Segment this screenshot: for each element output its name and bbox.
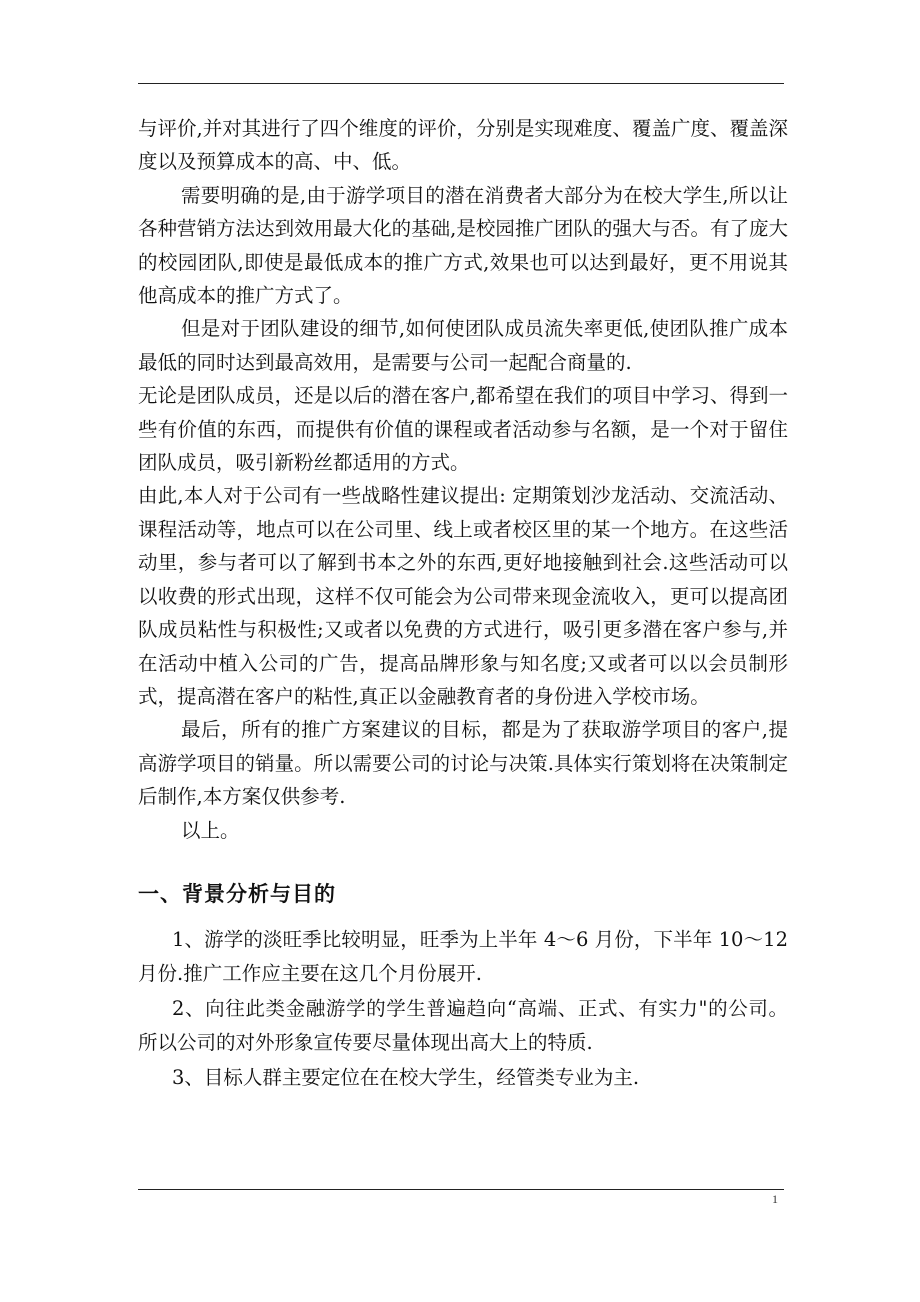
body-paragraph-1: 与评价,并对其进行了四个维度的评价，分别是实现难度、覆盖广度、覆盖深度以及预算成本的高、中、低。 [138,117,788,174]
body-paragraph-5: 由此,本人对于公司有一些战略性建议提出: 定期策划沙龙活动、交流活动、课程活动等，地点可以在公司里、线上或者校区里的某一个地方。在这些活动里，参与者可以了解到书本之外的东西,更好地接触到社会.这些活动可以以收费的形式出现，这样不仅可能会为公司带来现金流收入，更可以提高团队成员粘性与积极性;又或者以免费的方式进行，吸引更多潜在客户参与,并在活动中植入公司的广告，提高品牌形象与知名度;又或者可以以会员制形式，提高潜在客户的粘性,真正以金融教育者的身份进入学校市场。 [138,484,788,708]
body-paragraph-6: 最后，所有的推广方案建议的目标，都是为了获取游学项目的客户,提高游学项目的销量。所以需要公司的讨论与决策.具体实行策划将在决策制定后制作,本方案仅供参考. [138,718,788,809]
body-paragraph-7: 以上。 [181,818,240,842]
body-paragraph-4: 无论是团队成员，还是以后的潜在客户,都希望在我们的项目中学习、得到一些有价值的东西，而提供有价值的课程或者活动参与名额，是一个对于留住团队成员，吸引新粉丝都适用的方式。 [138,384,788,475]
page-body [138,112,788,1095]
section-heading: 一、背景分析与目的 [138,881,336,906]
list-item-2: 2、向往此类金融游学的学生普遍趋向“高端、正式、有实力"的公司。所以公司的对外形象宣传要尽量体现出高大上的特质. [138,996,788,1055]
body-paragraph-2: 需要明确的是,由于游学项目的潜在消费者大部分为在校大学生,所以让各种营销方法达到效用最大化的基础,是校园推广团队的强大与否。有了庞大的校园团队,即使是最低成本的推广方式,效果也可以达到最好，更不用说其他高成本的推广方式了。 [138,183,788,308]
list-item-3: 3、目标人群主要定位在在校大学生，经管类专业为主. [172,1065,640,1089]
page-number: 1 [772,1192,778,1206]
header-rule [138,83,784,84]
body-paragraph-3: 但是对于团队建设的细节,如何使团队成员流失率更低,使团队推广成本最低的同时达到最高效用，是需要与公司一起配合商量的. [138,317,788,374]
footer-rule [138,1189,784,1190]
list-item-1: 1、游学的淡旺季比较明显，旺季为上半年 4～6 月份，下半年 10～12 月份.推广工作应主要在这几个月份展开. [138,927,788,986]
